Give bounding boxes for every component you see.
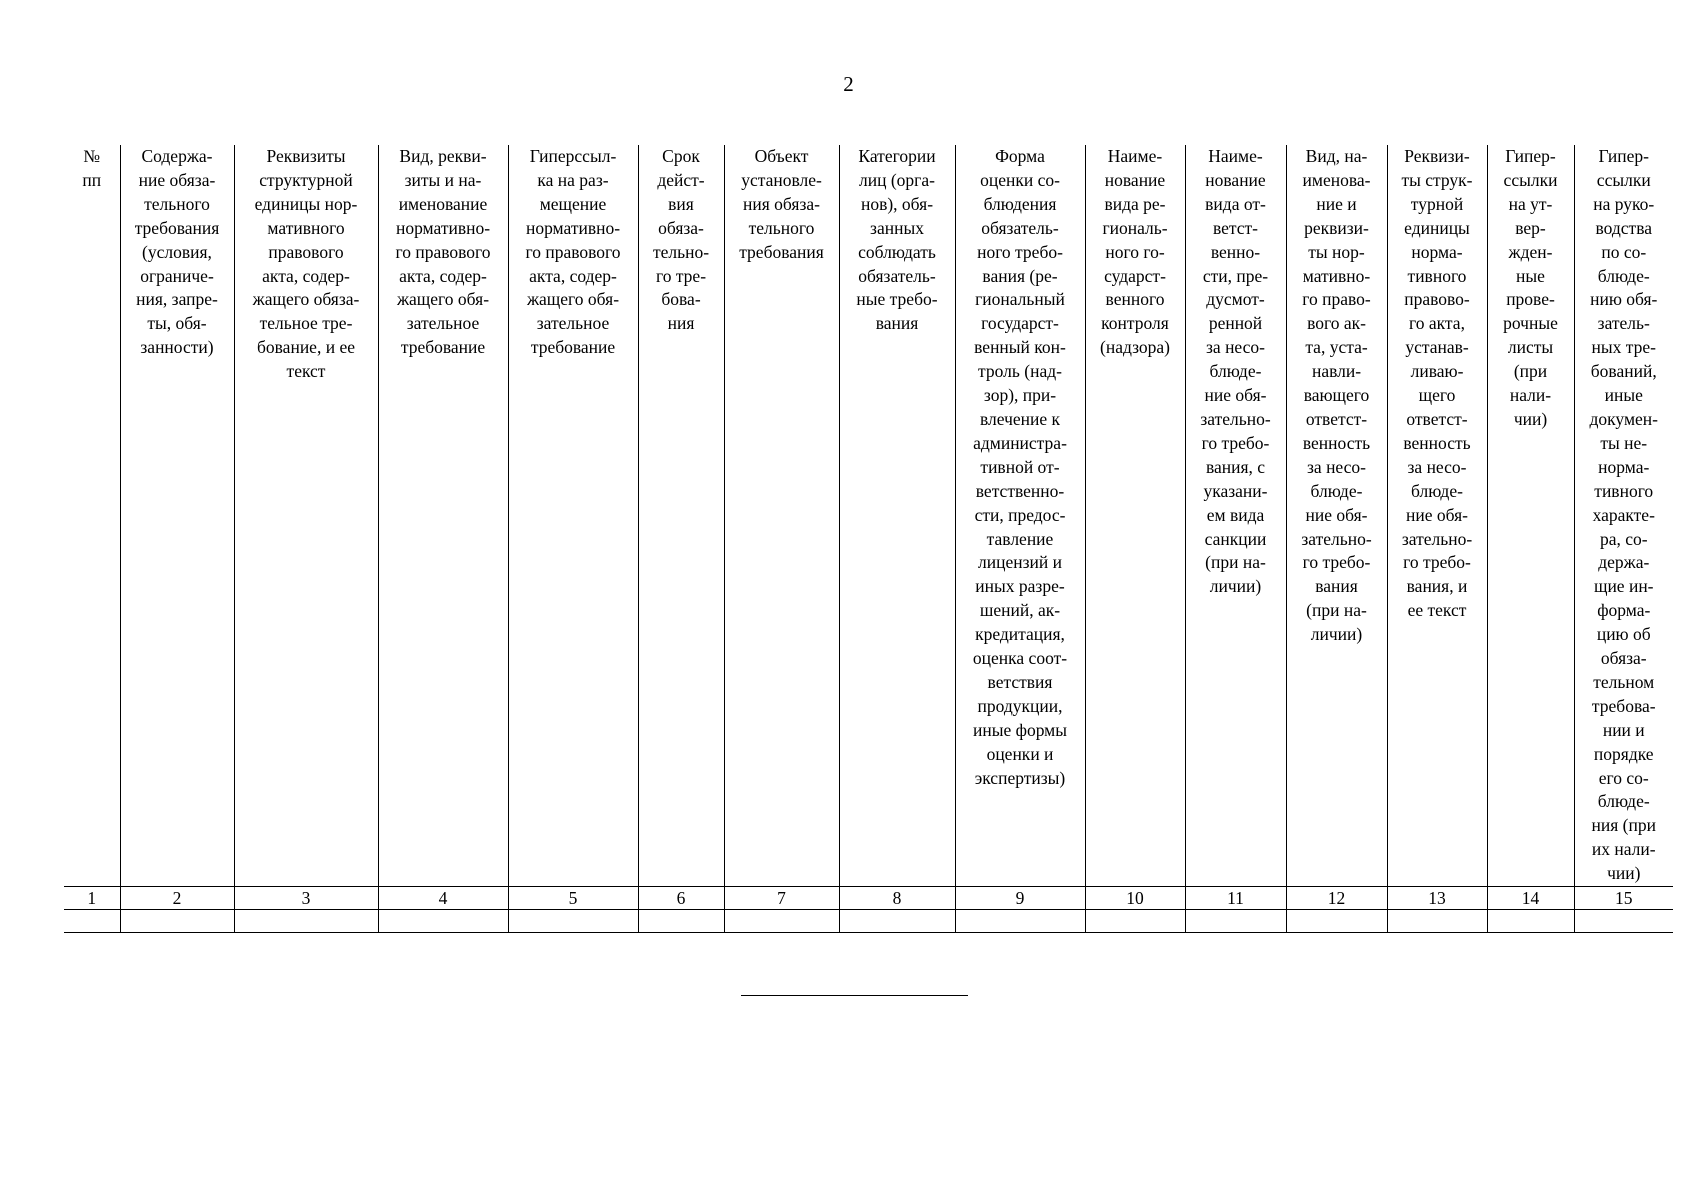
column-number-6: 6 bbox=[638, 887, 724, 910]
empty-cell bbox=[638, 910, 724, 933]
empty-cell bbox=[1085, 910, 1185, 933]
column-number-8: 8 bbox=[839, 887, 955, 910]
empty-cell bbox=[1487, 910, 1574, 933]
empty-cell bbox=[955, 910, 1085, 933]
header-cell-10: Наиме- нование вида ре- гиональ- ного го- сударст- венного контроля (надзора) bbox=[1085, 145, 1185, 887]
column-number-5: 5 bbox=[508, 887, 638, 910]
column-number-12: 12 bbox=[1286, 887, 1387, 910]
header-cell-4: Вид, рекви- зиты и на- именование нормативно- го правового акта, содер- жащего обя- зательное требование bbox=[378, 145, 508, 887]
end-separator-line bbox=[741, 995, 968, 996]
column-number-10: 10 bbox=[1085, 887, 1185, 910]
header-cell-2: Содержа- ние обяза- тельного требования (условия, ограниче- ния, запре- ты, обя- занности) bbox=[120, 145, 234, 887]
requirements-table bbox=[64, 145, 1673, 933]
empty-data-row bbox=[64, 910, 1673, 933]
header-cell-14: Гипер- ссылки на ут- вер- жден- ные прове- рочные листы (при нали- чии) bbox=[1487, 145, 1574, 887]
header-cell-1: № пп bbox=[64, 145, 120, 887]
column-number-row bbox=[64, 887, 1673, 910]
page-number: 2 bbox=[843, 72, 854, 96]
header-cell-13: Реквизи- ты струк- турной единицы норма- тивного правово- го акта, устанав- ливаю- щего ответст- венность за несо- блюде- ние обя- зательно- го требо- вания, и ее текст bbox=[1387, 145, 1487, 887]
column-number-1: 1 bbox=[64, 887, 120, 910]
column-number-15: 15 bbox=[1574, 887, 1673, 910]
column-number-7: 7 bbox=[724, 887, 839, 910]
header-cell-9: Форма оценки со- блюдения обязатель- ного требо- вания (ре- гиональный государст- венный кон- троль (над- зор), при- влечение к администра- тивной от- ветственно- сти, предос- тавление лицензий и иных разре- шений, ак- кредитация, оценка соот- ветствия продукции, иные формы оценки и экспертизы) bbox=[955, 145, 1085, 887]
empty-cell bbox=[378, 910, 508, 933]
empty-cell bbox=[64, 910, 120, 933]
header-cell-12: Вид, на- именова- ние и реквизи- ты нор- мативно- го право- вого ак- та, уста- навли- вающего ответст- венность за несо- блюде- ние обя- зательно- го требо- вания (при на- личии) bbox=[1286, 145, 1387, 887]
header-cell-15: Гипер- ссылки на руко- водства по со- блюде- нию обя- затель- ных тре- бований, иные докумен- ты нe- норма- тивного характе- ра, со- держа- щие ин- форма- цию об обяза- тельном требова- нии и порядке его со- блюде- ния (при их нали- чии) bbox=[1574, 145, 1673, 887]
empty-cell bbox=[1286, 910, 1387, 933]
header-cell-11: Наиме- нование вида от- ветст- венно- сти, пре- дусмот- ренной за несо- блюде- ние обя- зательно- го требо- вания, с указани- ем вида санкции (при на- личии) bbox=[1185, 145, 1286, 887]
column-number-11: 11 bbox=[1185, 887, 1286, 910]
empty-cell bbox=[724, 910, 839, 933]
header-cell-8: Категории лиц (орга- нов), обя- занных соблюдать обязатель- ные требо- вания bbox=[839, 145, 955, 887]
empty-cell bbox=[234, 910, 378, 933]
column-number-13: 13 bbox=[1387, 887, 1487, 910]
empty-cell bbox=[839, 910, 955, 933]
empty-cell bbox=[1387, 910, 1487, 933]
column-number-9: 9 bbox=[955, 887, 1085, 910]
empty-cell bbox=[1574, 910, 1673, 933]
header-cell-6: Срок дейст- вия обяза- тельно- го тре- бова- ния bbox=[638, 145, 724, 887]
empty-cell bbox=[120, 910, 234, 933]
column-number-2: 2 bbox=[120, 887, 234, 910]
column-number-14: 14 bbox=[1487, 887, 1574, 910]
column-number-3: 3 bbox=[234, 887, 378, 910]
header-cell-7: Объект установле- ния обяза- тельного требования bbox=[724, 145, 839, 887]
empty-cell bbox=[508, 910, 638, 933]
column-number-4: 4 bbox=[378, 887, 508, 910]
header-row bbox=[64, 145, 1673, 887]
header-cell-3: Реквизиты структурной единицы нор- мативного правового акта, содер- жащего обяза- тельное тре- бование, и ее текст bbox=[234, 145, 378, 887]
header-cell-5: Гиперссыл- ка на раз- мещение нормативно- го правового акта, содер- жащего обя- зательное требование bbox=[508, 145, 638, 887]
empty-cell bbox=[1185, 910, 1286, 933]
